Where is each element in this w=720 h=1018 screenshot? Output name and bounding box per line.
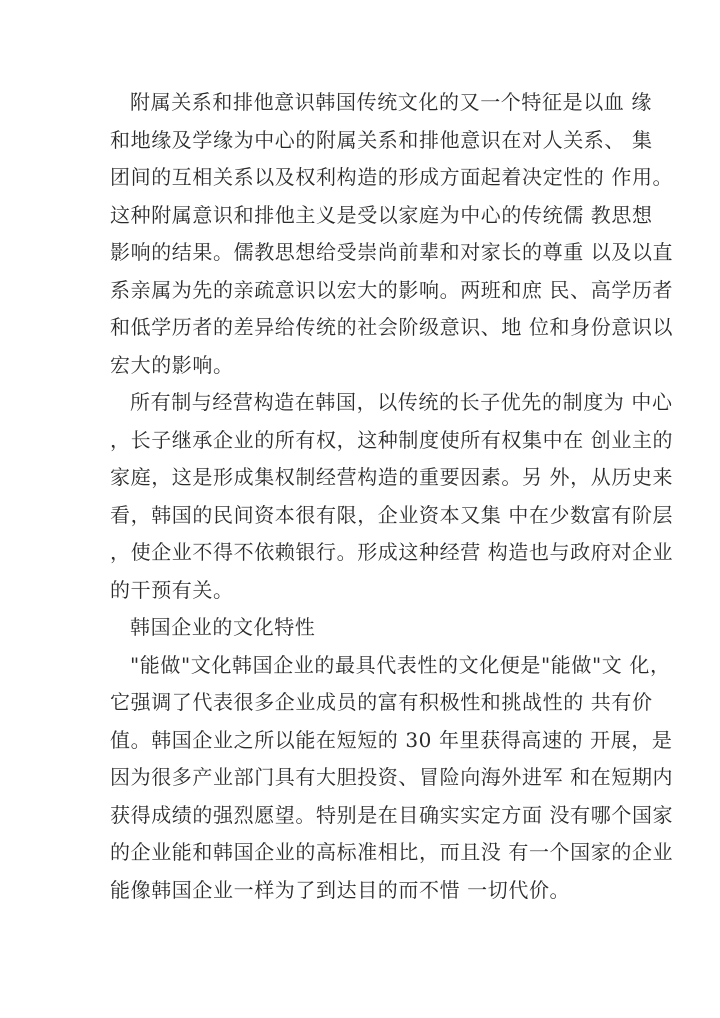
text-line: 宏大的影响。: [110, 352, 234, 377]
paragraph-ownership: [110, 384, 674, 609]
text-line: 影响的结果。儒教思想给受崇尚前辈和对家长的尊重 以及以直: [110, 240, 674, 264]
text-line: 它强调了代表很多企业成员的富有积极性和挑战性的 共有价: [110, 690, 653, 714]
text-line: 和地缘及学缘为中心的附属关系和排他意识在对人关系、 集: [110, 127, 653, 152]
text-line: 获得成绩的强烈愿望。特别是在目确实实定方面 没有哪个国家: [110, 802, 674, 827]
text-line: ，长子继承企业的所有权，这种制度使所有权集中在 创业主的: [110, 427, 674, 452]
text-line: 团间的互相关系以及权利构造的形成方面起着决定性的 作用。: [110, 165, 674, 189]
text-line: 这种附属意识和排他主义是受以家庭为中心的传统儒 教思想: [110, 202, 653, 227]
text-line: 能像韩国企业一样为了到达目的而不惜 一切代价。: [110, 877, 571, 902]
text-line: 看，韩国的民间资本很有限，企业资本又集 中在少数富有阶层: [110, 502, 674, 527]
text-line: 的企业能和韩国企业的高标准相比，而且没 有一个国家的企业: [110, 840, 674, 864]
document-page: [110, 84, 674, 909]
text-line: 和低学历者的差异给传统的社会阶级意识、地 位和身份意识以: [110, 315, 674, 339]
text-line: 家庭，这是形成集权制经营构造的重要因素。另 外，从历史来: [110, 465, 674, 489]
text-line: 附属关系和排他意识韩国传统文化的又一个特征是以血 缘: [130, 90, 652, 114]
text-line: 的干预有关。: [110, 577, 234, 602]
text-line: 值。韩国企业之所以能在短短的 30 年里获得高速的 开展，是: [110, 727, 673, 752]
text-line: "能做"文化韩国企业的最具代表性的文化便是"能做"文 化，: [130, 652, 671, 677]
paragraph-affiliation: [110, 84, 674, 384]
text-line: 所有制与经营构造在韩国，以传统的长子优先的制度为 中心: [130, 390, 673, 414]
text-line: ，使企业不得不依赖银行。形成这种经营 构造也与政府对企业: [110, 540, 674, 564]
paragraph-can-do-culture: [110, 647, 674, 910]
text-line: 系亲属为先的亲疏意识以宏大的影响。两班和庶 民、高学历者: [110, 277, 674, 302]
section-heading: [110, 609, 630, 647]
text-line: 因为很多产业部门具有大胆投资、冒险向海外进军 和在短期内: [110, 765, 674, 789]
heading-text: 韩国企业的文化特性: [130, 615, 316, 639]
